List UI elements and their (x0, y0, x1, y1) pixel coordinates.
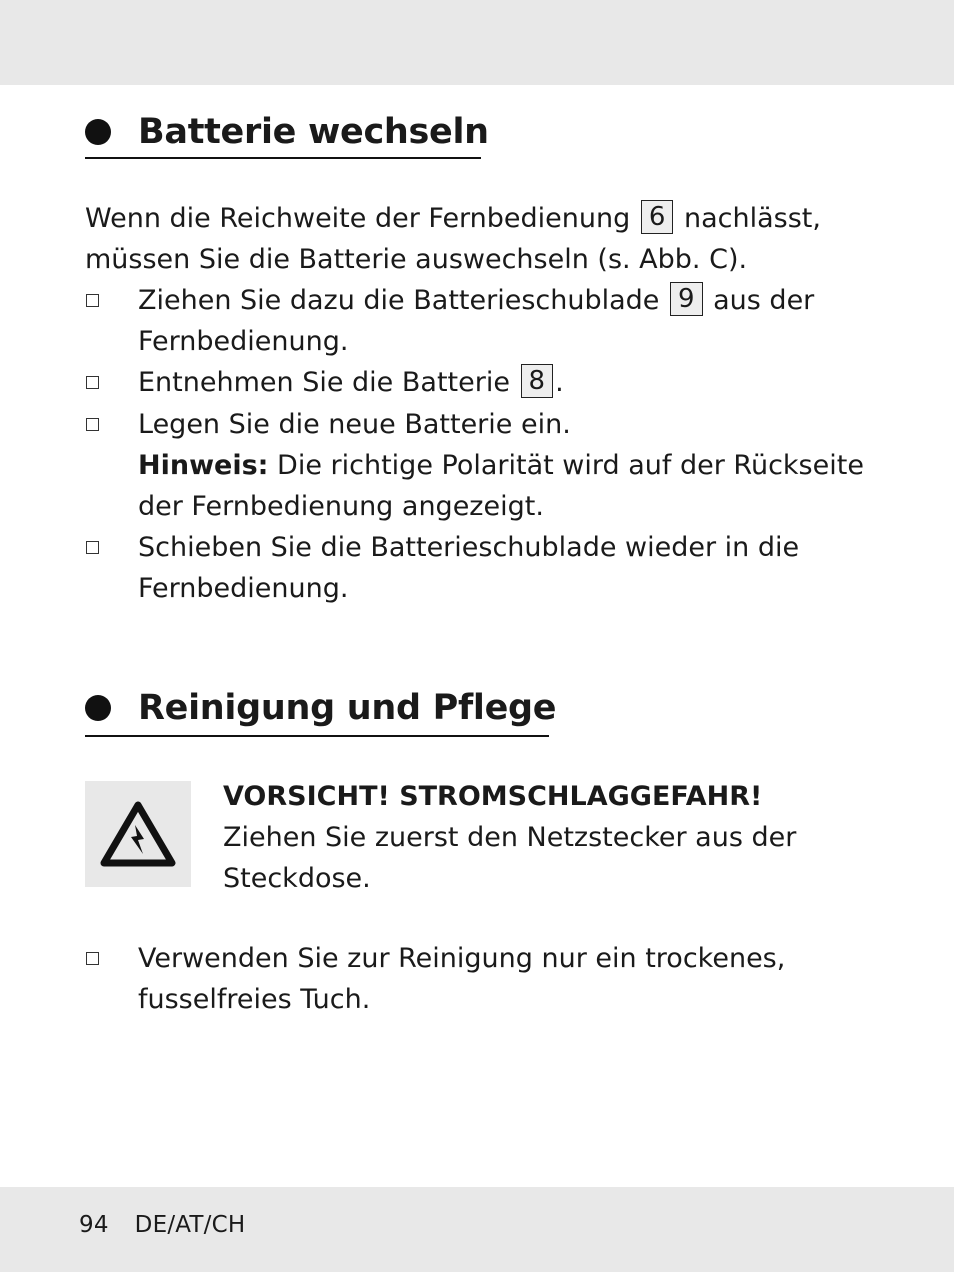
checkbox-bullet-icon (86, 418, 99, 431)
electric-hazard-icon (98, 799, 178, 869)
reference-number: 9 (670, 282, 703, 316)
intro-line: müssen Sie die Batterie auswechseln (s. Abb. C). (85, 244, 748, 275)
checkbox-bullet-icon (86, 541, 99, 554)
checkbox-bullet-icon (86, 294, 99, 307)
section-heading-battery (85, 112, 489, 152)
section-title: Reinigung und Pflege (138, 688, 557, 728)
bullet-dot-icon (85, 119, 111, 145)
reference-number: 6 (641, 200, 674, 234)
intro-line: Wenn die Reichweite der Fernbedienung 6 nachlässt, (85, 202, 821, 234)
checkbox-bullet-icon (86, 376, 99, 389)
note-label: Hinweis: (138, 450, 269, 481)
section-title: Batterie wechseln (138, 112, 489, 152)
reference-number: 8 (521, 364, 554, 398)
warning-icon-box (85, 781, 191, 887)
bullet-dot-icon (85, 695, 111, 721)
warning-text: VORSICHT! STROMSCHLAGGEFAHR! Ziehen Sie zuerst den Netzstecker aus der Steckdose. (223, 776, 796, 899)
footer (79, 1212, 245, 1238)
intro-paragraph (85, 198, 821, 280)
heading-underline (85, 735, 549, 737)
locale-label: DE/AT/CH (134, 1212, 246, 1238)
heading-underline (85, 157, 481, 159)
header-band (0, 0, 954, 85)
page-number: 94 (79, 1212, 109, 1238)
warning-heading: VORSICHT! STROMSCHLAGGEFAHR! (223, 781, 763, 812)
checkbox-bullet-icon (86, 952, 99, 965)
section-heading-cleaning (85, 688, 556, 728)
